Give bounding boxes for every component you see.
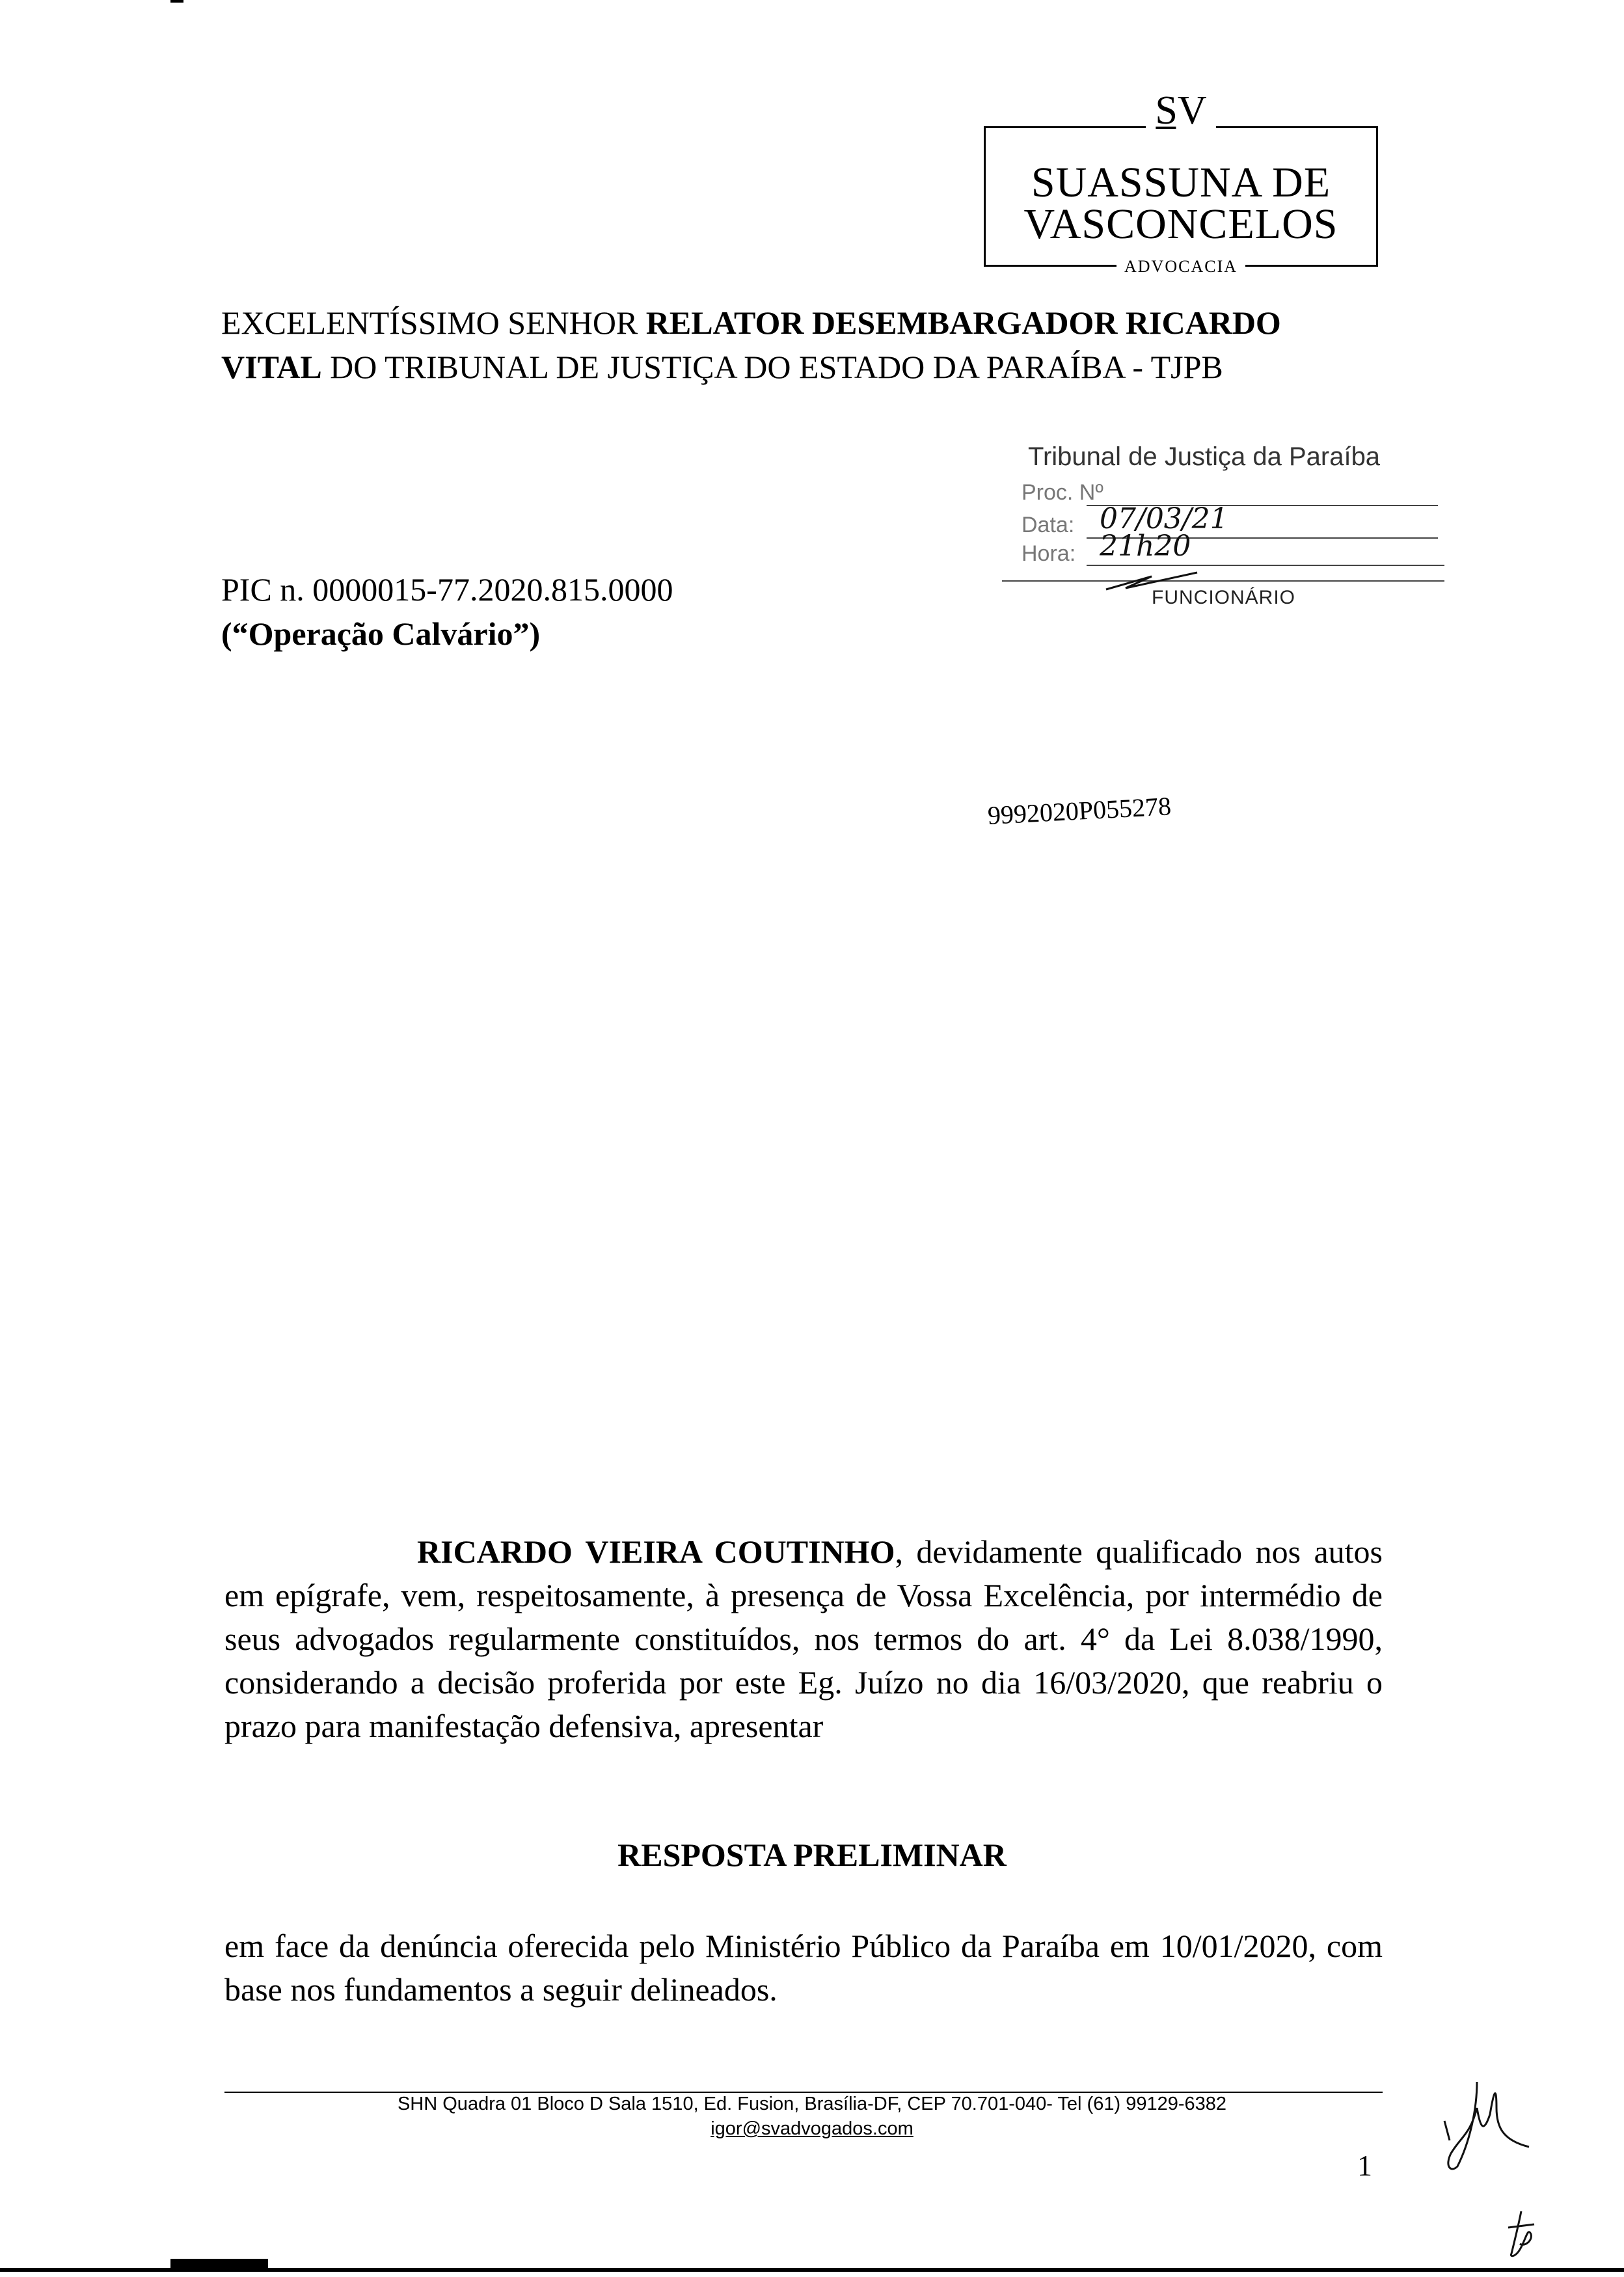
page-number: 1 [1357, 2149, 1372, 2182]
addressee-judge: RELATOR DESEMBARGADOR RICARDO VITAL [221, 304, 1281, 385]
footer-divider [224, 2092, 1383, 2093]
stamp-court: Tribunal de Justiça da Paraíba [1028, 442, 1381, 471]
section-title: RESPOSTA PRELIMINAR [617, 1837, 1007, 1873]
footer-address: SHN Quadra 01 Bloco D Sala 1510, Ed. Fusion, Brasília-DF, CEP 70.701-040- Tel (61) 99129-6382 [397, 2094, 1227, 2114]
protocol-number: 9992020P055278 [986, 791, 1172, 830]
logo-name-line1: SUASSUNA DE [1031, 159, 1331, 206]
page-bottom-edge [0, 2268, 1624, 2272]
logo-subtitle: ADVOCACIA [986, 257, 1376, 276]
stamp-date-label: Data: [1022, 513, 1075, 537]
logo-name [986, 159, 1376, 248]
handwritten-initials-icon [1431, 2069, 1536, 2179]
footer-email[interactable]: igor@svadvogados.com [710, 2118, 914, 2139]
scan-mark [170, 0, 183, 3]
petition-text: , devidamente qualificado nos autos em epígrafe, vem, respeitosamente, à presença de Vossa Excelência, por intermédio de seus advogados regularmente constituídos, nos termos do art. 4° da Lei 8.038/1990, considerando a decisão proferida por este Eg. Juízo no dia 16/03/2020, que reabriu o prazo para manifestação defensiva, apresentar [224, 1533, 1383, 1744]
closing-paragraph: em face da denúncia oferecida pelo Ministério Público da Paraíba em 10/01/2020, com base nos fundamentos a seguir delineados. [224, 1928, 1383, 2008]
firm-logo [984, 88, 1378, 276]
operation-name: (“Operação Calvário”) [221, 615, 541, 652]
logo-monogram: S̲V [986, 90, 1376, 131]
petitioner-name: RICARDO VIEIRA COUTINHO [417, 1533, 895, 1570]
scan-mark [170, 2259, 268, 2268]
case-number: PIC n. 0000015-77.2020.815.0000 [221, 571, 673, 608]
receipt-stamp [1002, 442, 1444, 618]
stamp-time-label: Hora: [1022, 541, 1076, 566]
stamp-proc-label: Proc. Nº [1022, 480, 1103, 505]
stamp-time-value: 21h20 [1100, 530, 1191, 563]
case-reference [221, 567, 673, 656]
stamp-date-value: 07/03/21 [1100, 502, 1228, 535]
addressee [221, 301, 1379, 389]
addressee-court: DO TRIBUNAL DE JUSTIÇA DO ESTADO DA PARAÍBA - TJPB [321, 349, 1223, 385]
petition-paragraph [224, 1530, 1383, 1748]
addressee-prefix: EXCELENTÍSSIMO SENHOR [221, 304, 646, 341]
handwritten-initials-icon [1502, 2208, 1541, 2260]
stamp-official: FUNCIONÁRIO [1152, 587, 1295, 608]
logo-name-line2: VASCONCELOS [1023, 200, 1338, 248]
